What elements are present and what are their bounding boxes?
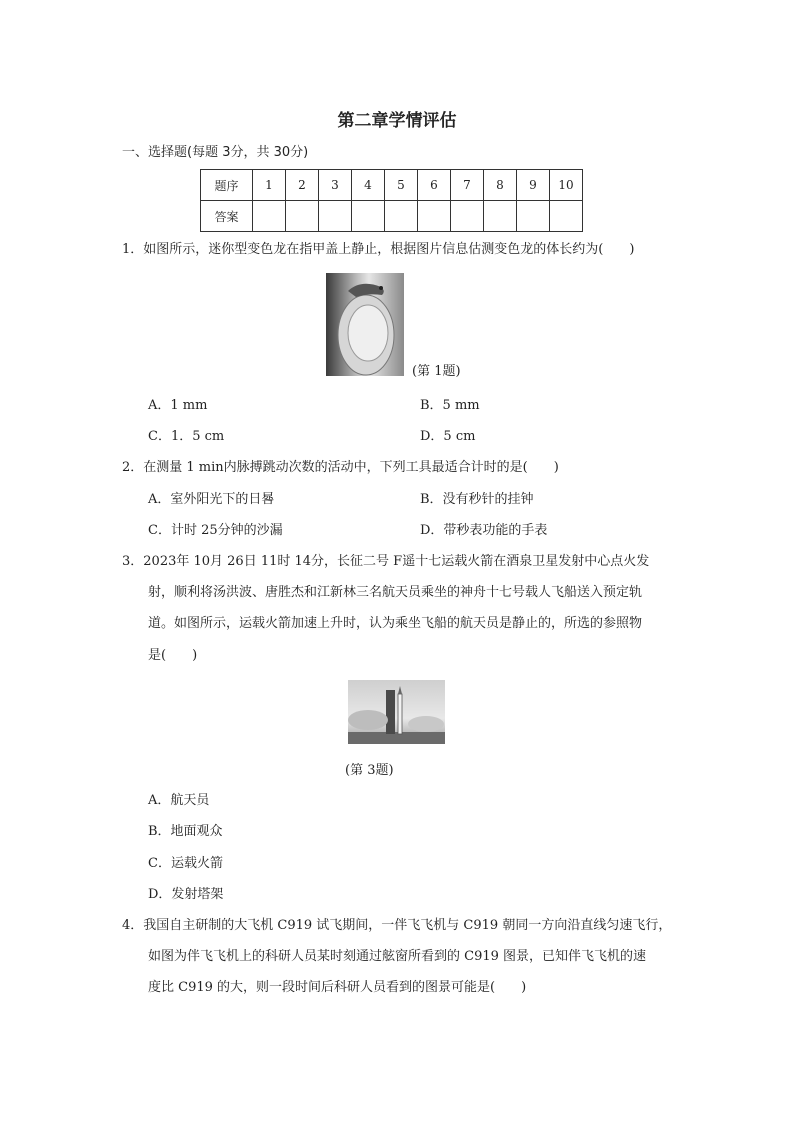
table-row-label: 答案 <box>201 201 253 232</box>
question-number: 10 <box>550 170 583 201</box>
question-2-stem: 2．在测量 1 min内脉搏跳动次数的活动中，下列工具最适合计时的是( ) <box>122 460 559 475</box>
question-3-option-c[interactable]: C．运载火箭 <box>148 856 223 871</box>
question-1-option-c[interactable]: C．1．5 cm <box>148 429 225 444</box>
question-2-option-c[interactable]: C．计时 25分钟的沙漏 <box>148 523 283 538</box>
answer-cell[interactable] <box>352 201 385 232</box>
answer-cell[interactable] <box>319 201 352 232</box>
question-3-caption: (第 3题) <box>345 763 394 778</box>
answer-cell[interactable] <box>286 201 319 232</box>
table-row-label: 题序 <box>201 170 253 201</box>
chameleon-on-fingernail-image <box>326 273 404 376</box>
question-3-line-1: 3．2023年 10月 26日 11时 14分，长征二号 F遥十七运载火箭在酒泉卫星发射中心点火发 <box>122 554 650 569</box>
question-number: 9 <box>517 170 550 201</box>
question-number: 6 <box>418 170 451 201</box>
question-4-line-2: 如图为伴飞飞机上的科研人员某时刻通过舷窗所看到的 C919 图景，已知伴飞飞机的速 <box>148 949 647 964</box>
table-row <box>201 170 583 201</box>
answer-table <box>200 169 583 232</box>
answer-cell[interactable] <box>451 201 484 232</box>
question-number: 4 <box>352 170 385 201</box>
question-2-option-a[interactable]: A．室外阳光下的日晷 <box>148 492 275 507</box>
question-number: 1 <box>253 170 286 201</box>
question-number: 7 <box>451 170 484 201</box>
question-4-line-3: 度比 C919 的大，则一段时间后科研人员看到的图景可能是( ) <box>148 980 527 995</box>
answer-cell[interactable] <box>385 201 418 232</box>
question-number: 3 <box>319 170 352 201</box>
answer-cell[interactable] <box>418 201 451 232</box>
question-1-option-a[interactable]: A．1 mm <box>148 398 208 413</box>
question-3-line-3: 道。如图所示，运载火箭加速上升时，认为乘坐飞船的航天员是静止的，所选的参照物 <box>148 616 643 631</box>
answer-cell[interactable] <box>517 201 550 232</box>
question-3-line-4: 是( ) <box>148 648 198 663</box>
question-1-option-d[interactable]: D．5 cm <box>420 429 476 444</box>
question-number: 8 <box>484 170 517 201</box>
question-3-option-d[interactable]: D．发射塔架 <box>148 887 224 902</box>
question-2-option-b[interactable]: B．没有秒针的挂钟 <box>420 492 534 507</box>
question-1-option-b[interactable]: B．5 mm <box>420 398 480 413</box>
table-row <box>201 201 583 232</box>
question-1-stem: 1．如图所示，迷你型变色龙在指甲盖上静止，根据图片信息估测变色龙的体长约为( ) <box>122 242 635 257</box>
page-title: 第二章学情评估 <box>337 111 457 131</box>
question-number: 5 <box>385 170 418 201</box>
rocket-launch-figure <box>348 680 445 744</box>
question-3-option-a[interactable]: A．航天员 <box>148 793 210 808</box>
chameleon-figure <box>326 273 404 376</box>
question-3-line-2: 射，顺利将汤洪波、唐胜杰和江新林三名航天员乘坐的神舟十七号载人飞船送入预定轨 <box>148 585 643 600</box>
question-number: 2 <box>286 170 319 201</box>
answer-cell[interactable] <box>550 201 583 232</box>
rocket-launch-image <box>348 680 445 744</box>
question-1-caption: (第 1题) <box>412 364 461 379</box>
section-heading: 一、选择题(每题 3分，共 30分) <box>122 145 309 160</box>
answer-cell[interactable] <box>253 201 286 232</box>
question-4-line-1: 4．我国自主研制的大飞机 C919 试飞期间，一伴飞飞机与 C919 朝同一方向沿直线匀速飞行， <box>122 918 672 933</box>
question-2-option-d[interactable]: D．带秒表功能的手表 <box>420 523 548 538</box>
answer-cell[interactable] <box>484 201 517 232</box>
question-3-option-b[interactable]: B．地面观众 <box>148 824 223 839</box>
